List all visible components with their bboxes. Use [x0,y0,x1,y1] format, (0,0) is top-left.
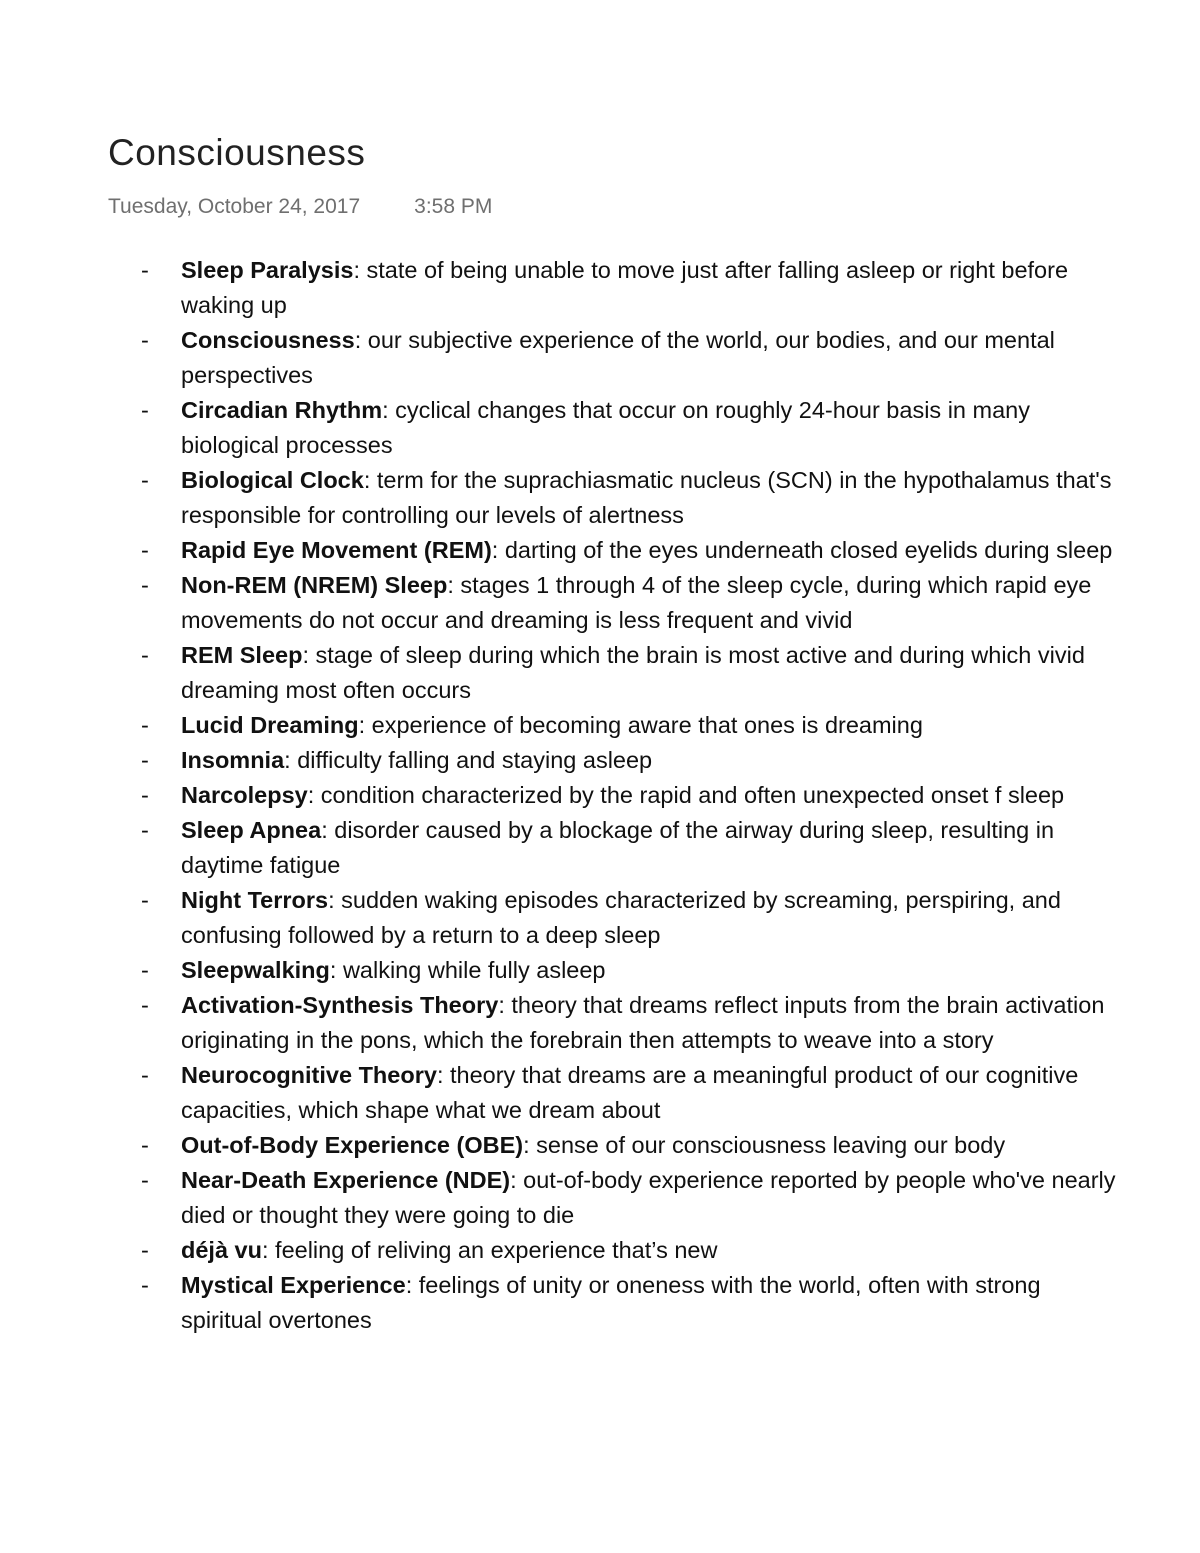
term-name: Rapid Eye Movement (REM) [181,537,492,563]
note-timestamp [108,195,492,219]
term-name: Consciousness [181,327,355,353]
term-name: déjà vu [181,1237,262,1263]
term-list [0,253,1200,1439]
list-item [0,743,1200,778]
term-name: Sleepwalking [181,957,330,983]
term-name: REM Sleep [181,642,303,668]
term-definition: : feelings of unity or oneness with the world, often with strong spiritual overtones [181,1272,1041,1333]
bullet-dash: - [141,957,149,983]
term-name: Narcolepsy [181,782,308,808]
bullet-dash: - [141,537,149,563]
list-item [0,1058,1200,1128]
term-name: Near-Death Experience (NDE) [181,1167,511,1193]
term-name: Neurocognitive Theory [181,1062,437,1088]
term-definition: : experience of becoming aware that ones is dreaming [358,712,923,738]
list-item [0,1233,1200,1268]
list-item [0,638,1200,708]
term-name: Out-of-Body Experience (OBE) [181,1132,524,1158]
bullet-dash: - [141,397,149,423]
list-item [0,953,1200,988]
list-item [0,1128,1200,1163]
term-definition: : stage of sleep during which the brain is most active and during which vivid dreaming most often occurs [181,642,1085,703]
term-name: Non-REM (NREM) Sleep [181,572,448,598]
term-name: Night Terrors [181,887,329,913]
term-definition: : disorder caused by a blockage of the airway during sleep, resulting in daytime fatigue [181,817,1055,878]
term-name: Lucid Dreaming [181,712,359,738]
term-definition: : feeling of reliving an experience that’s new [261,1237,718,1263]
list-item [0,883,1200,953]
term-definition: : sense of our consciousness leaving our body [523,1132,1006,1158]
term-name: Insomnia [181,747,285,773]
list-item [0,323,1200,393]
note-time: 3:58 PM [414,195,493,218]
list-item [0,253,1200,323]
list-item [0,1163,1200,1233]
term-definition: : cyclical changes that occur on roughly 24-hour basis in many biological processes [181,397,1030,458]
term-definition: : out-of-body experience reported by people who've nearly died or thought they were going to die [181,1167,1116,1228]
bullet-dash: - [141,257,149,283]
bullet-dash: - [141,712,149,738]
term-definition: : stages 1 through 4 of the sleep cycle, during which rapid eye movements do not occur and dreaming is less frequent and vivid [181,572,1092,633]
bullet-dash: - [141,1237,149,1263]
bullet-dash: - [141,887,149,913]
term-name: Sleep Apnea [181,817,322,843]
note-title: Consciousness [108,132,366,173]
term-definition: : state of being unable to move just after falling asleep or right before waking up [181,257,1069,318]
term-definition: : condition characterized by the rapid and often unexpected onset f sleep [307,782,1065,808]
bullet-dash: - [141,1132,149,1158]
bullet-dash: - [141,327,149,353]
term-definition: : term for the suprachiasmatic nucleus (SCN) in the hypothalamus that's responsible for controlling our levels of alertness [181,467,1112,528]
note-date: Tuesday, October 24, 2017 [108,195,361,218]
bullet-dash: - [141,747,149,773]
term-name: Mystical Experience [181,1272,406,1298]
bullet-dash: - [141,572,149,598]
list-item [0,988,1200,1058]
bullet-dash: - [141,642,149,668]
bullet-dash: - [141,1062,149,1088]
term-definition: : walking while fully asleep [329,957,606,983]
term-definition: : darting of the eyes underneath closed eyelids during sleep [491,537,1113,563]
bullet-dash: - [141,817,149,843]
bullet-dash: - [141,992,149,1018]
bullet-dash: - [141,467,149,493]
list-item [0,393,1200,463]
term-name: Biological Clock [181,467,364,493]
term-definition: : our subjective experience of the world, our bodies, and our mental perspectives [181,327,1055,388]
list-item [0,708,1200,743]
term-definition: : theory that dreams reflect inputs from the brain activation originating in the pons, which the forebrain then attempts to weave into a story [181,992,1105,1053]
term-definition: : difficulty falling and staying asleep [284,747,653,773]
list-item [0,568,1200,638]
term-definition: : theory that dreams are a meaningful product of our cognitive capacities, which shape what we dream about [181,1062,1079,1123]
list-item [0,463,1200,533]
bullet-dash: - [141,1272,149,1298]
bullet-dash: - [141,782,149,808]
list-item [0,813,1200,883]
list-item [0,533,1200,568]
term-name: Activation-Synthesis Theory [181,992,499,1018]
list-item [0,778,1200,813]
term-definition: : sudden waking episodes characterized by screaming, perspiring, and confusing followed by a return to a deep sleep [181,887,1061,948]
term-name: Circadian Rhythm [181,397,383,423]
bullet-dash: - [141,1167,149,1193]
term-name: Sleep Paralysis [181,257,354,283]
list-item [0,1268,1200,1338]
